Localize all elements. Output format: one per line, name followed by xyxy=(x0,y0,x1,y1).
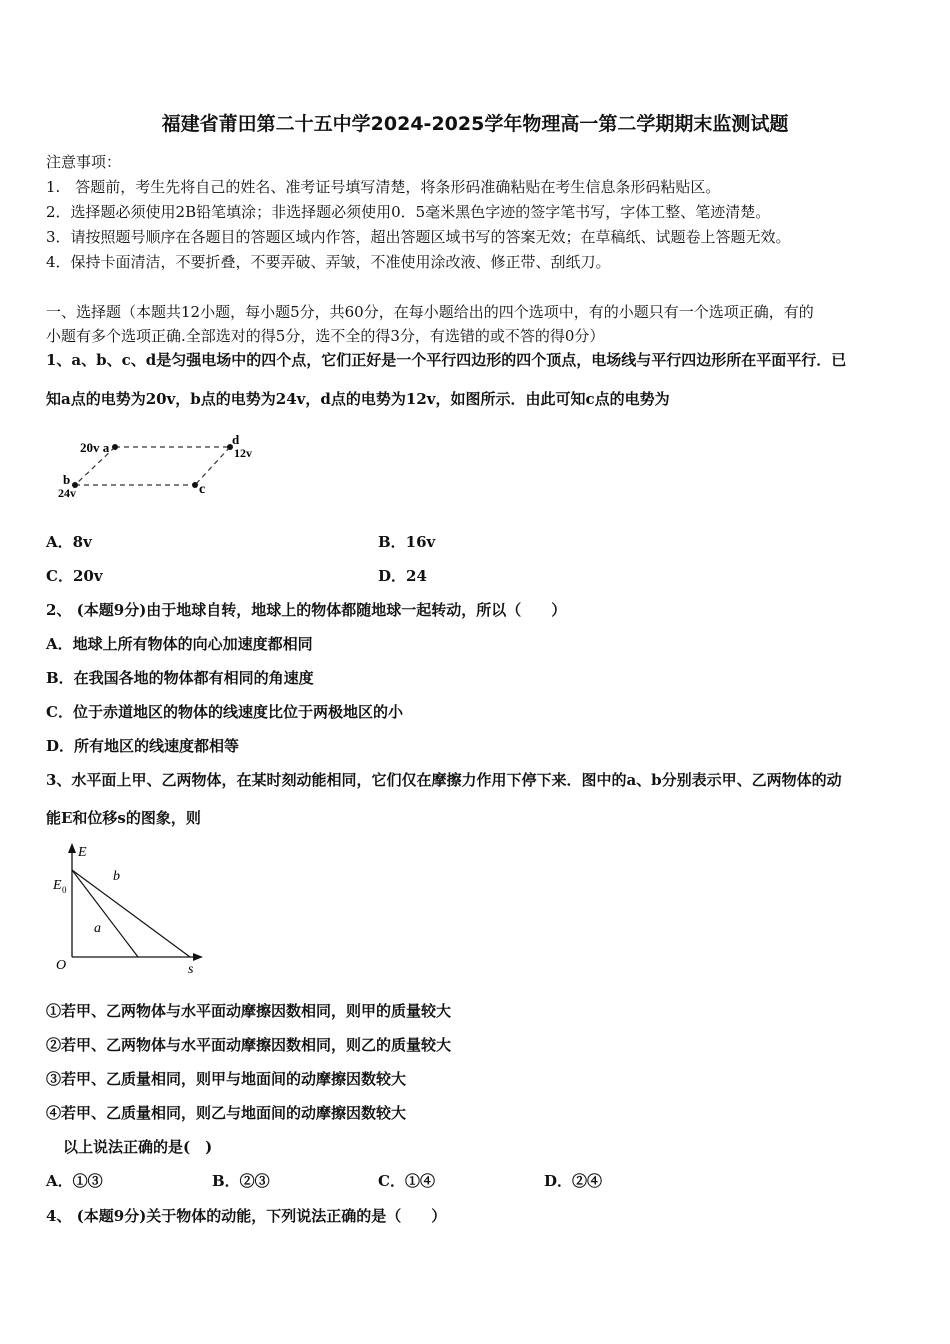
notice-item-1: 1. 答题前，考生先将自己的姓名、准考证号填写清楚，将条形码准确粘贴在考生信息条形码粘贴区。 xyxy=(46,178,721,196)
q2-stem: 2、 (本题9分)由于地球自转，地球上的物体都随地球一起转动，所以（ ） xyxy=(46,601,567,619)
q3-prompt: 以上说法正确的是( ) xyxy=(63,1138,213,1156)
page-title: 福建省莆田第二十五中学2024-2025学年物理高一第二学期期末监测试题 xyxy=(161,113,789,135)
origin-label: O xyxy=(56,958,67,973)
q1-option-b: B．16v xyxy=(378,533,436,551)
q3-stem-line2: 能E和位移s的图象，则 xyxy=(46,809,201,827)
q1-option-d: D．24 xyxy=(378,567,427,585)
q3-option-d: D．②④ xyxy=(544,1172,603,1190)
q1-stem-line1: 1、a、b、c、d是匀强电场中的四个点，它们正好是一个平行四边形的四个顶点，电场线与平行四边形所在平面平行．已 xyxy=(46,351,847,369)
y-axis-label: E xyxy=(78,845,87,860)
q3-stem-line1: 3、水平面上甲、乙两物体，在某时刻动能相同，它们仅在摩擦力作用下停下来．图中的a、b分别表示甲、乙两物体的动 xyxy=(46,771,842,789)
q1-option-c: C．20v xyxy=(46,567,103,585)
notice-item-4: 4．保持卡面清洁，不要折叠，不要弄破、弄皱，不准使用涂改液、修正带、刮纸刀。 xyxy=(46,253,611,271)
label-d: d xyxy=(232,432,240,447)
q2-option-c: C．位于赤道地区的物体的线速度比位于两极地区的小 xyxy=(46,703,403,721)
label-a: 20v a xyxy=(80,440,110,455)
q4-stem: 4、 (本题9分)关于物体的动能，下列说法正确的是（ ） xyxy=(46,1207,447,1225)
line-b xyxy=(72,870,190,957)
x-axis-label: s xyxy=(188,962,194,977)
notice-item-3: 3．请按照题号顺序在各题目的答题区域内作答，超出答题区域书写的答案无效；在草稿纸、试题卷上答题无效。 xyxy=(46,228,791,246)
q3-option-c: C．①④ xyxy=(378,1172,435,1190)
e0-subscript: 0 xyxy=(62,885,67,895)
q2-option-d: D．所有地区的线速度都相等 xyxy=(46,737,240,755)
q1-stem-line2: 知a点的电势为20v，b点的电势为24v，d点的电势为12v，如图所示．由此可知c点的电势为 xyxy=(46,390,670,408)
section-heading-line2: 小题有多个选项正确.全部选对的得5分，选不全的得3分，有选错的或不答的得0分） xyxy=(46,327,605,345)
q3-option-a: A．①③ xyxy=(46,1172,103,1190)
section-heading-line1: 一、选择题（本题共12小题，每小题5分，共60分，在每小题给出的四个选项中，有的小题只有一个选项正确，有的 xyxy=(46,303,814,321)
y-axis-arrow xyxy=(68,843,76,853)
e0-label: E xyxy=(53,878,62,893)
q3-statement-4: ④若甲、乙质量相同，则乙与地面间的动摩擦因数较大 xyxy=(46,1104,407,1122)
q2-option-b: B．在我国各地的物体都有相同的角速度 xyxy=(46,669,314,687)
x-axis-arrow xyxy=(193,953,203,961)
label-b-value: 24v xyxy=(58,486,76,500)
label-c: c xyxy=(199,482,206,497)
q3-statement-3: ③若甲、乙质量相同，则甲与地面间的动摩擦因数较大 xyxy=(46,1070,407,1088)
q3-statement-1: ①若甲、乙两物体与水平面动摩擦因数相同，则甲的质量较大 xyxy=(46,1002,452,1020)
q1-option-a: A．8v xyxy=(46,533,92,551)
line-a-label: a xyxy=(94,921,101,936)
q3-statement-2: ②若甲、乙两物体与水平面动摩擦因数相同，则乙的质量较大 xyxy=(46,1036,452,1054)
label-b: b xyxy=(63,472,71,487)
q2-option-a: A．地球上所有物体的向心加速度都相同 xyxy=(46,635,313,653)
label-d-value: 12v xyxy=(234,446,252,460)
q3-option-b: B．②③ xyxy=(212,1172,270,1190)
line-b-label: b xyxy=(113,869,120,884)
line-a xyxy=(72,870,138,957)
notice-item-2: 2．选择题必须使用2B铅笔填涂；非选择题必须使用0．5毫米黑色字迹的签字笔书写，字体工整、笔迹清楚。 xyxy=(46,203,771,221)
notice-heading: 注意事项： xyxy=(46,153,122,171)
